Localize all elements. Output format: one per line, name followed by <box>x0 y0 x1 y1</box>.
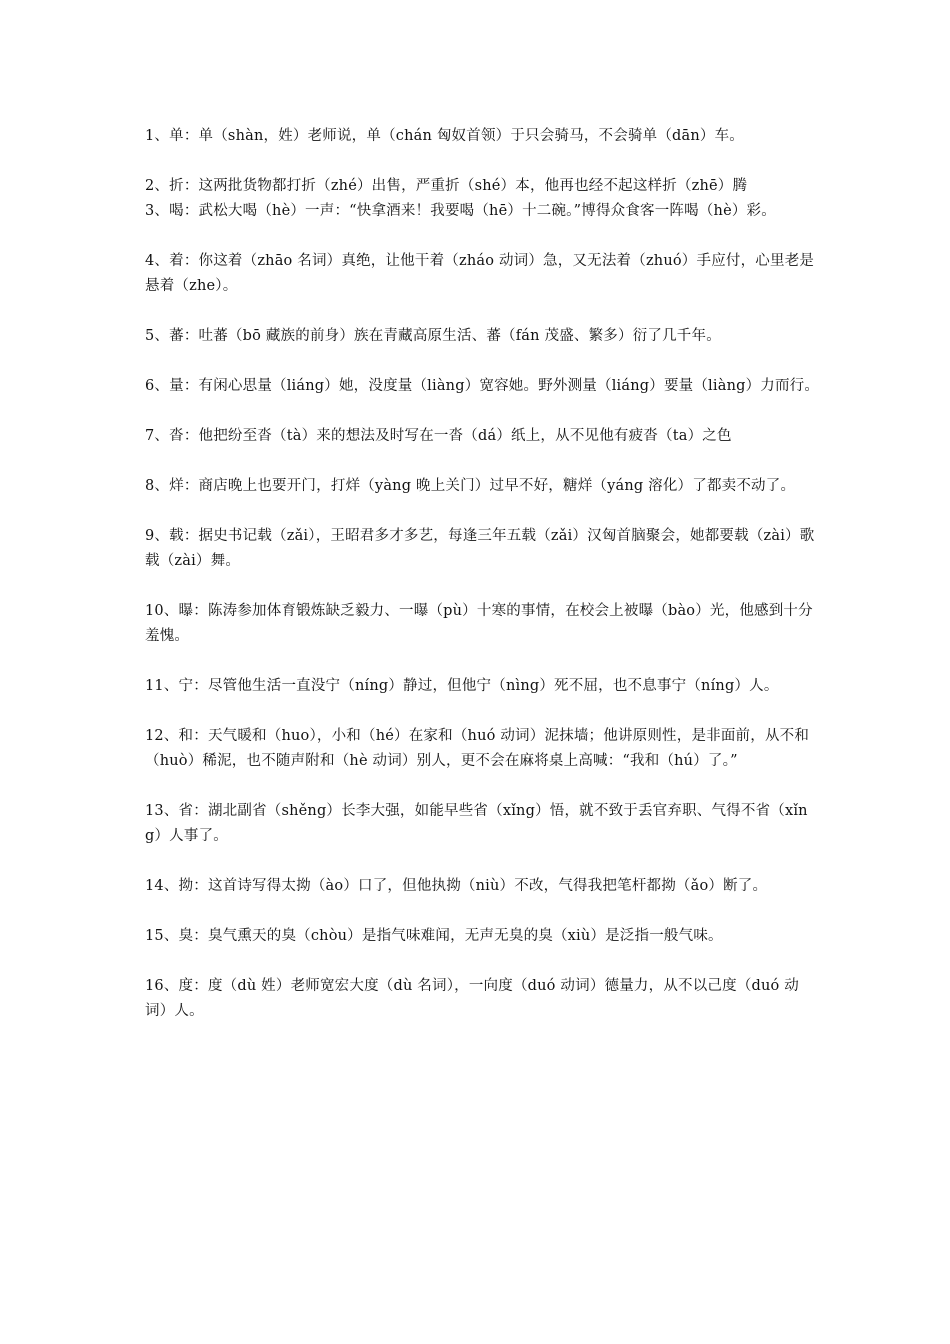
paragraph-spacer <box>145 699 820 724</box>
list-item: 14、拗：这首诗写得太拗（ào）口了，但他执拗（niù）不改，气得我把笔杆都拗（ǎo）断了。 <box>145 878 768 894</box>
list-item: 11、宁：尽管他生活一直没宁（níng）静过，但他宁（nìng）死不屈，也不息事宁（níng）人。 <box>145 678 779 694</box>
paragraph-spacer <box>145 899 820 924</box>
paragraph-spacer <box>145 649 820 674</box>
list-item: 1、单：单（shàn，姓）老师说，单（chán 匈奴首领）于只会骑马，不会骑单（dān）车。 <box>145 128 745 144</box>
paragraph-spacer <box>145 449 820 474</box>
document-body <box>145 124 820 1024</box>
list-item: 4、着：你这着（zhāo 名词）真绝，让他干着（zháo 动词）急，又无法着（zhuó）手应付，心里老是悬着（zhe）。 <box>145 253 815 294</box>
paragraph-spacer <box>145 399 820 424</box>
list-item: 9、载：据史书记载（zǎi），王昭君多才多艺，每逢三年五载（zǎi）汉匈首脑聚会，她都要载（zài）歌载（zài）舞。 <box>145 528 815 569</box>
paragraph-spacer <box>145 849 820 874</box>
paragraph-spacer <box>145 774 820 799</box>
list-item: 5、蕃：吐蕃（bō 藏族的前身）族在青藏高原生活、蕃（fán 茂盛、繁多）衍了几千年。 <box>145 328 721 344</box>
list-item: 6、量：有闲心思量（liáng）她，没度量（liàng）宽容她。野外测量（liáng）要量（liàng）力而行。 <box>145 378 820 394</box>
list-item: 13、省：湖北副省（shěng）长李大强，如能早些省（xǐng）悟，就不致于丢官弃职、气得不省（xǐng）人事了。 <box>145 803 808 844</box>
paragraph-spacer <box>145 349 820 374</box>
paragraph-spacer <box>145 149 820 174</box>
list-item: 8、烊：商店晚上也要开门，打烊（yàng 晚上关门）过早不好，糖烊（yáng 溶化）了都卖不动了。 <box>145 478 796 494</box>
list-item: 7、沓：他把纷至沓（tà）来的想法及时写在一沓（dá）纸上，从不见他有疲沓（ta）之色 <box>145 428 732 444</box>
list-item: 12、和：天气暖和（huo），小和（hé）在家和（huó 动词）泥抹墙；他讲原则性，是非面前，从不和（huò）稀泥，也不随声附和（hè 动词）别人，更不会在麻将桌上高喊：“我和（hú）了。” <box>145 728 810 769</box>
list-item: 3、喝：武松大喝（hè）一声：“快拿酒来！我要喝（hē）十二碗。”博得众食客一阵喝（hè）彩。 <box>145 203 776 219</box>
paragraph-spacer <box>145 574 820 599</box>
list-item: 15、臭：臭气熏天的臭（chòu）是指气味难闻，无声无臭的臭（xiù）是泛指一般气味。 <box>145 928 723 944</box>
list-item: 16、度：度（dù 姓）老师宽宏大度（dù 名词），一向度（duó 动词）德量力，从不以己度（duó 动词）人。 <box>145 978 799 1019</box>
list-item: 10、曝：陈涛参加体育锻炼缺乏毅力、一曝（pù）十寒的事情，在校会上被曝（bào）光，他感到十分羞愧。 <box>145 603 813 644</box>
paragraph-spacer <box>145 224 820 249</box>
paragraph-spacer <box>145 949 820 974</box>
paragraph-spacer <box>145 499 820 524</box>
list-item: 2、折：这两批货物都打折（zhé）出售，严重折（shé）本，他再也经不起这样折（zhē）腾 <box>145 178 748 194</box>
paragraph-spacer <box>145 299 820 324</box>
